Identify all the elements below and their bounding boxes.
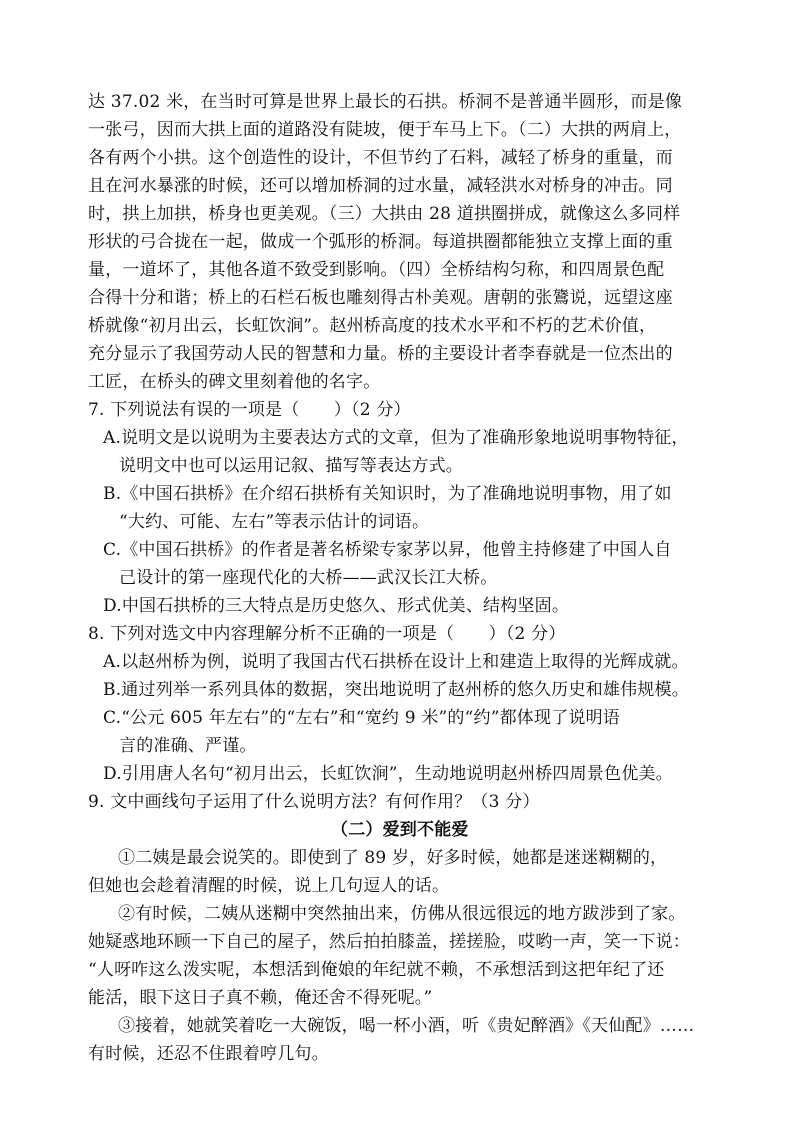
question-stem: 7. 下列说法有误的一项是（ ）（2 分） [88,400,411,420]
option-a: A.以赵州桥为例，说明了我国古代石拱桥在设计上和建造上取得的光辉成就。 [103,652,689,672]
option-a: A.说明文是以说明为主要表达方式的文章，但为了准确形象地说明事物特征， [103,428,689,448]
passage-line: 一张弓，因而大拱上面的道路没有陡坡，便于车马上下。（二）大拱的两肩上， [88,120,682,140]
passage-line: 形状的弓合拢在一起，做成一个弧形的桥洞。每道拱圈都能独立支撑上面的重 [88,232,673,252]
question-stem: 9. 文中画线句子运用了什么说明方法？有何作用？（3 分） [88,792,540,812]
section-title: （二）爱到不能爱 [331,820,469,840]
paragraph-2: ②有时候，二姨从迷糊中突然抽出来，仿佛从很远很远的地方跋涉到了家。 [118,904,686,924]
passage-line: 充分显示了我国劳动人民的智慧和力量。桥的主要设计者李春就是一位杰出的 [88,344,673,364]
paragraph-2-continued: 能活，眼下这日子真不赖，俺还舍不得死呢。” [88,988,433,1008]
option-d: D.中国石拱桥的三大特点是历史悠久、形式优美、结构坚固。 [103,596,570,616]
passage-line: 达 37.02 米，在当时可算是世界上最长的石拱。桥洞不是普通半圆形，而是像 [88,92,683,112]
paragraph-3: ③接着，她就笑着吃一大碗饭，喝一杯小酒，听《贵妃醉酒》《天仙配》…… [118,1016,695,1036]
passage-line: 时，拱上加拱，桥身也更美观。（三）大拱由 28 道拱圈拼成，就像这么多同样 [88,204,681,224]
paragraph-1-continued: 但她也会趁着清醒的时候，说上几句逗人的话。 [88,876,450,896]
passage-line: 量，一道坏了，其他各道不致受到影响。（四）全桥结构匀称，和四周景色配 [88,260,665,280]
passage-line: 各有两个小拱。这个创造性的设计，不但节约了石料，减轻了桥身的重量，而 [88,148,673,168]
option-c: C.《中国石拱桥》的作者是著名桥梁专家茅以昇，他曾主持修建了中国人自 [103,540,672,560]
option-c: C.“公元 605 年左右”的“左右”和“宽约 9 米”的“约”都体现了说明语 [103,708,621,728]
option-a-continued: 说明文中也可以运用记叙、描写等表达方式。 [119,456,463,476]
paragraph-3-continued: 有时候，还忍不住跟着哼几句。 [88,1044,329,1064]
passage-line: 合得十分和谐；桥上的石栏石板也雕刻得古朴美观。唐朝的张鷟说，远望这座 [88,288,673,308]
passage-line: 工匠，在桥头的碑文里刻着他的名字。 [88,372,381,392]
paragraph-2-continued: 她疑惑地环顾一下自己的屋子，然后拍拍膝盖，搓搓脸，哎哟一声，笑一下说： [88,932,690,952]
option-d: D.引用唐人名句“初月出云，长虹饮涧”，生动地说明赵州桥四周景色优美。 [103,764,673,784]
question-stem: 8. 下列对选文中内容理解分析不正确的一项是（ ）（2 分） [88,624,566,644]
option-c-continued: 己设计的第一座现代化的大桥——武汉长江大桥。 [119,568,498,588]
passage-line: 桥就像“初月出云，长虹饮涧”。赵州桥高度的技术水平和不朽的艺术价值， [88,316,657,336]
option-b: B.通过列举一系列具体的数据，突出地说明了赵州桥的悠久历史和雄伟规模。 [103,680,689,700]
option-b: B.《中国石拱桥》在介绍石拱桥有关知识时，为了准确地说明事物，用了如 [103,484,672,504]
paragraph-2-continued: “人呀咋这么泼实呢，本想活到俺娘的年纪就不赖，不承想活到这把年纪了还 [88,960,665,980]
option-b-continued: “大约、可能、左右”等表示估计的词语。 [119,512,430,532]
option-c-continued: 言的准确、严谨。 [119,736,257,756]
passage-line: 且在河水暴涨的时候，还可以增加桥洞的过水量，减轻洪水对桥身的冲击。同 [88,176,673,196]
paragraph-1: ①二姨是最会说笑的。即使到了 89 岁，好多时候，她都是迷迷糊糊的， [118,848,668,868]
